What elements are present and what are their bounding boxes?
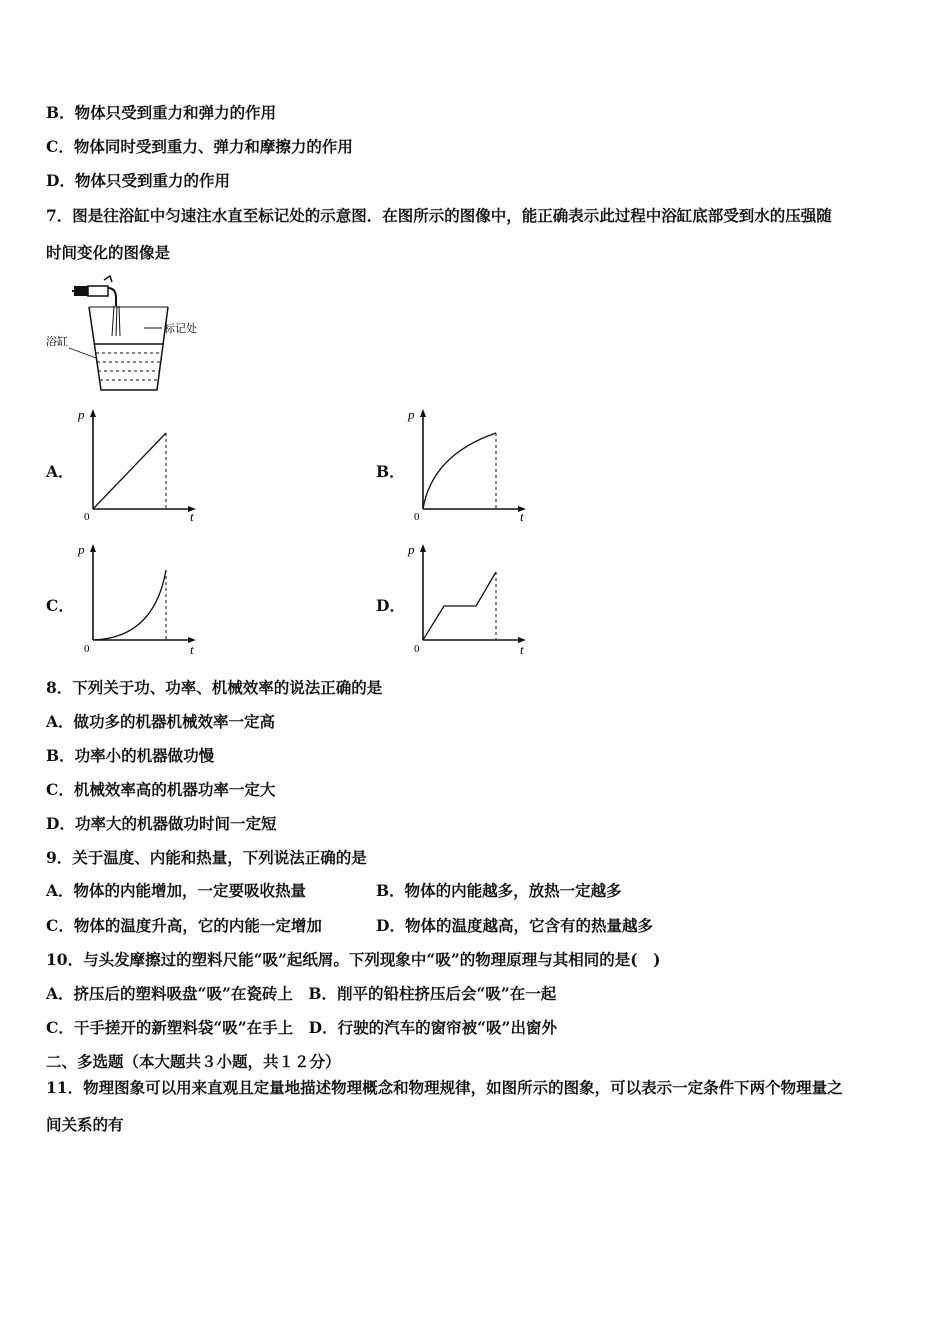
- svg-text:0: 0: [414, 511, 420, 523]
- graph-a: [74, 405, 204, 525]
- q9-option-c: C．物体的温度升高，它的内能一定增加: [46, 916, 322, 935]
- q9-option-d: D．物体的温度越高，它含有的热量越多: [376, 916, 653, 935]
- q8-option-b: B．功率小的机器做功慢: [46, 746, 215, 765]
- option-c-label: C．: [46, 596, 74, 615]
- tub-outline: [89, 307, 168, 390]
- q10-stem: 10．与头发摩擦过的塑料尺能“吸”起纸屑。下列现象中“吸”的物理原理与其相同的是( ): [46, 950, 661, 969]
- graph-a-curve: [93, 433, 166, 509]
- q8-option-c: C．机械效率高的机器功率一定大: [46, 780, 276, 799]
- q7-stem-line1: 7．图是往浴缸中匀速注水直至标记处的示意图．在图所示的图像中，能正确表示此过程中浴缸底部受到水的压强随: [46, 206, 832, 225]
- svg-text:0: 0: [84, 643, 90, 655]
- graph-b-curve: [423, 433, 496, 509]
- q6-option-c: C．物体同时受到重力、弹力和摩擦力的作用: [46, 137, 353, 156]
- section2-title: 二、多选题（本大题共３小题，共１２分）: [46, 1052, 341, 1071]
- tub-label: 浴缸: [46, 336, 68, 348]
- svg-text:p: p: [408, 542, 415, 557]
- faucet-icon: [74, 286, 88, 296]
- q10-options-cd: C．干手搓开的新塑料袋“吸”在手上 D．行驶的汽车的窗帘被“吸”出窗外: [46, 1018, 557, 1037]
- q9-option-a: A．物体的内能增加，一定要吸收热量: [46, 881, 307, 900]
- q8-option-d: D．功率大的机器做功时间一定短: [46, 814, 277, 833]
- q9-option-b: B．物体的内能越多，放热一定越多: [376, 881, 622, 900]
- graph-b: [404, 405, 534, 525]
- graph-d-curve: [423, 572, 496, 640]
- q9-stem: 9．关于温度、内能和热量，下列说法正确的是: [46, 848, 367, 867]
- graph-d: [404, 540, 534, 660]
- svg-text:p: p: [78, 542, 85, 557]
- q6-option-b: B．物体只受到重力和弹力的作用: [46, 103, 277, 122]
- q11-line1: 11．物理图象可以用来直观且定量地描述物理概念和物理规律，如图所示的图象，可以表示一定条件下两个物理量之: [46, 1078, 843, 1097]
- q11-line2: 间关系的有: [46, 1115, 124, 1134]
- mark-label: 标记处: [164, 323, 197, 335]
- q7-stem-line2: 时间变化的图像是: [46, 243, 171, 262]
- svg-text:t: t: [190, 642, 194, 657]
- svg-text:0: 0: [84, 511, 90, 523]
- q6-option-d: D．物体只受到重力的作用: [46, 171, 230, 190]
- option-d-label: D．: [376, 596, 405, 615]
- q8-stem: 8．下列关于功、功率、机械效率的说法正确的是: [46, 678, 383, 697]
- q10-options-ab: A．挤压后的塑料吸盘“吸”在瓷砖上 B．削平的铅柱挤压后会“吸”在一起: [46, 984, 557, 1003]
- svg-text:t: t: [520, 642, 524, 657]
- option-b-label: B．: [376, 462, 405, 481]
- option-a-label: A．: [46, 462, 74, 481]
- svg-text:t: t: [520, 509, 524, 524]
- svg-text:t: t: [190, 509, 194, 524]
- graph-c: [74, 540, 204, 660]
- svg-text:p: p: [78, 407, 85, 422]
- svg-text:0: 0: [414, 643, 420, 655]
- graph-c-curve: [93, 570, 166, 640]
- bathtub-diagram: [44, 272, 219, 397]
- svg-text:p: p: [408, 407, 415, 422]
- q8-option-a: A．做功多的机器机械效率一定高: [46, 712, 276, 731]
